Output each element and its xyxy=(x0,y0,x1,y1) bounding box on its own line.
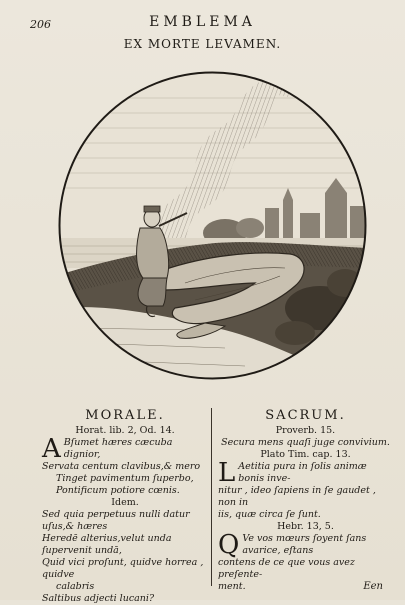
morale-ref-horace: Horat. lib. 2, Od. 14. xyxy=(75,425,175,436)
morale-line: Quid vici proſunt, quidve horrea , quidve xyxy=(42,557,204,580)
morale-column xyxy=(42,408,208,605)
catchword: Een xyxy=(363,581,383,592)
sacrum-dropcap-2: Q xyxy=(218,530,240,560)
emblem-engraving xyxy=(55,68,370,383)
sacrum-line: iis, quæ circa ſe ſunt. xyxy=(218,509,321,520)
sacrum-heading: SACRUM. xyxy=(265,408,346,423)
column-divider xyxy=(211,408,212,586)
morale-line: Tinget pavimentum ſuperbo, xyxy=(56,473,194,484)
morale-line: Bſumet hæres cæcuba dignior, xyxy=(63,437,173,460)
morale-line: calabris xyxy=(56,581,95,592)
sacrum-column xyxy=(218,408,393,593)
sacrum-line: Secura mens quaſi juge convivium. xyxy=(221,437,390,448)
sacrum-dropcap: L xyxy=(218,458,236,488)
sacrum-ref-proverb: Proverb. 15. xyxy=(275,425,336,436)
sacrum-ref-plato: Plato Tim. cap. 13. xyxy=(260,449,351,460)
morale-line: Heredē alterius,velut unda ſupervenit undā, xyxy=(42,533,172,556)
page-number: 206 xyxy=(30,18,51,31)
morale-verse-1 xyxy=(42,434,208,497)
sacrum-line: Aetitia pura in ſolis animæ bonis inve- xyxy=(238,461,367,484)
morale-line: Saltibus adjecti lucani? xyxy=(42,593,155,604)
emblem-title: EMBLEMA xyxy=(149,14,256,30)
morale-heading: MORALE. xyxy=(85,408,165,423)
morale-dropcap: A xyxy=(42,434,61,464)
sacrum-verse-1 xyxy=(218,458,393,521)
sacrum-line: contens de ce que vous avez preſente- xyxy=(218,557,355,580)
sacrum-line: nitur , ideo ſapiens in ſe gaudet , non in xyxy=(218,485,376,508)
sacrum-line: Ve vos mœurs ſoyent ſans avarice, eſtans xyxy=(242,533,367,556)
sacrum-line: ment. xyxy=(218,581,246,592)
sacrum-ref-hebrews: Hebr. 13, 5. xyxy=(277,521,334,532)
emblem-motto: EX MORTE LEVAMEN. xyxy=(123,37,282,51)
morale-ref-idem: Idem. xyxy=(111,497,139,508)
engraving-illustration xyxy=(55,68,370,383)
morale-line: Servata centum clavibus,& mero xyxy=(42,461,201,472)
morale-verse-2 xyxy=(42,509,208,605)
morale-line: Pontificum potiore cœnis. xyxy=(56,485,180,496)
morale-line: Sed quia perpetuus nulli datur uſus,& hæres xyxy=(42,509,190,532)
